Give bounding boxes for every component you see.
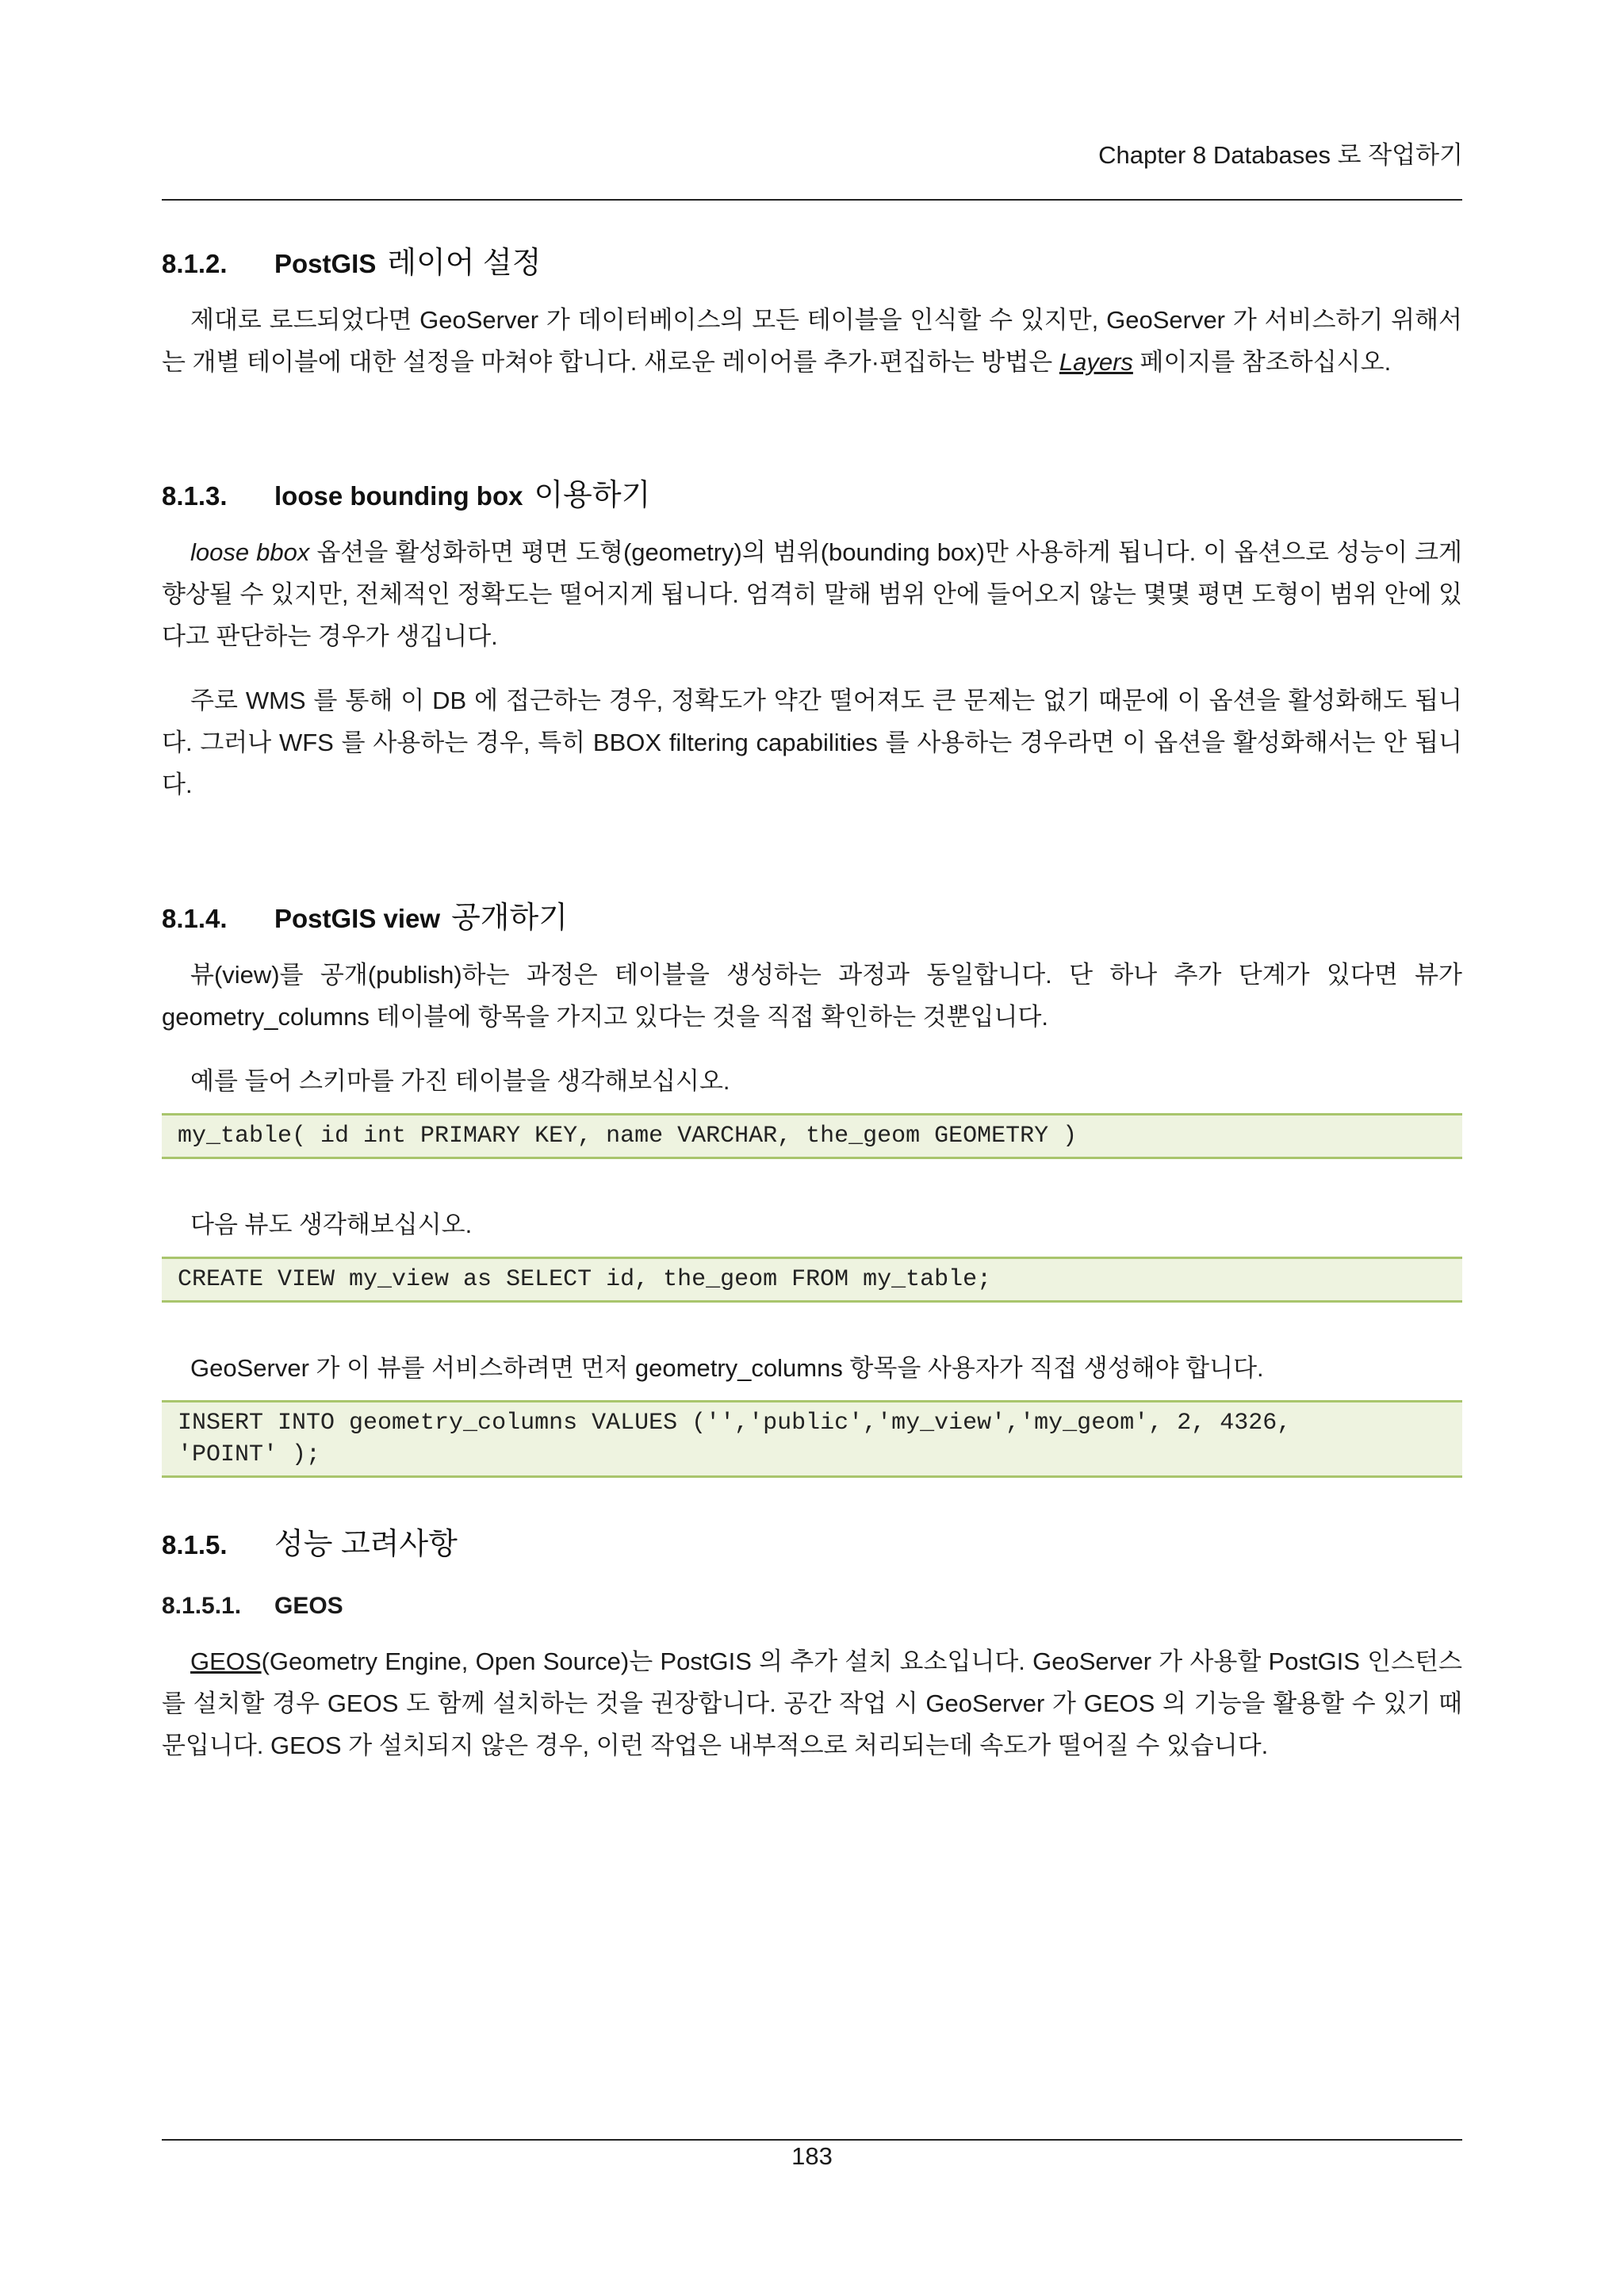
section-title-ko: 이용하기 <box>534 479 651 512</box>
subsection-number: 8.1.5.1. <box>162 1593 242 1619</box>
layers-link[interactable]: Layers <box>1059 348 1133 376</box>
paragraph-text: 페이지를 참조하십시오. <box>1132 348 1392 376</box>
section-heading <box>162 470 1462 514</box>
paragraph <box>162 299 1462 383</box>
section-heading <box>162 893 1462 936</box>
section-title-en: loose bounding box <box>274 481 523 511</box>
subsection-heading <box>162 1593 1462 1620</box>
header-rule <box>162 199 1462 201</box>
paragraph-text: 옵션을 활성화하면 평면 도형(geometry)의 범위(bounding box)만 사용하게 됩니다. 이 옵션으로 성능이 크게 향상될 수 있지만, 전체적인 정확도는 떨어지게 됩니다. 엄격히 말해 범위 안에 들어오지 않는 몇몇 평면 도형이 범위 안에 있다고 판단하는 경우가 생깁니다. <box>162 538 1462 650</box>
section-title-ko: 공개하기 <box>451 901 568 935</box>
section-title-ko: 레이어 설정 <box>387 247 542 280</box>
option-name: loose bbox <box>190 538 310 566</box>
page-content <box>162 238 1462 1766</box>
section-8-1-2 <box>162 238 1462 383</box>
page-number: 183 <box>791 2142 833 2170</box>
paragraph: 뷰(view)를 공개(publish)하는 과정은 테이블을 생성하는 과정과 동일합니다. 단 하나 추가 단계가 있다면 뷰가 geometry_columns 테이블에 항목을 가지고 있다는 것을 직접 확인하는 것뿐입니다. <box>162 961 1462 1031</box>
footer-rule <box>162 2139 1462 2141</box>
section-heading <box>162 238 1462 281</box>
section-title-en: PostGIS <box>274 249 377 278</box>
section-number: 8.1.5. <box>162 1530 228 1559</box>
paragraph: 예를 들어 스키마를 가진 테이블을 생각해보십시오. <box>190 1067 730 1095</box>
paragraph: 다음 뷰도 생각해보십시오. <box>190 1211 473 1238</box>
section-title-en: PostGIS view <box>274 904 441 933</box>
paragraph-text: 제대로 로드되었다면 GeoServer 가 데이터베이스의 모든 테이블을 인식할 수 있지만, GeoServer 가 서비스하기 위해서는 개별 테이블에 대한 설정을 마쳐야 합니다. 새로운 레이어를 추가·편집하는 방법은 <box>162 306 1462 376</box>
code-block-table: my_table( id int PRIMARY KEY, name VARCHAR, the_geom GEOMETRY ) <box>162 1113 1462 1159</box>
running-header: Chapter 8 Databases 로 작업하기 <box>1098 141 1463 169</box>
section-heading <box>162 1519 1462 1563</box>
code-block-insert: INSERT INTO geometry_columns VALUES ('','public','my_view','my_geom', 2, 4326, 'POINT' ); <box>162 1400 1462 1478</box>
section-8-1-3 <box>162 470 1462 806</box>
code-block-view: CREATE VIEW my_view as SELECT id, the_geom FROM my_table; <box>162 1257 1462 1303</box>
subsection-title: GEOS <box>274 1593 343 1619</box>
section-number: 8.1.2. <box>162 249 228 278</box>
section-title-ko: 성능 고려사항 <box>274 1528 458 1561</box>
paragraph: GeoServer 가 이 뷰를 서비스하려면 먼저 geometry_columns 항목을 사용자가 직접 생성해야 합니다. <box>190 1354 1264 1382</box>
geos-link[interactable]: GEOS <box>190 1647 262 1675</box>
section-8-1-4 <box>162 893 1462 1478</box>
section-8-1-5 <box>162 1519 1462 1766</box>
section-number: 8.1.3. <box>162 481 228 511</box>
paragraph: 주로 WMS 를 통해 이 DB 에 접근하는 경우, 정확도가 약간 떨어져도 큰 문제는 없기 때문에 이 옵션을 활성화해도 됩니다. 그러나 WFS 를 사용하는 경우, 특히 BBOX filtering capabilities 를 사용하는 경우라면 이 옵션을 활성화해서는 안 됩니다. <box>162 687 1462 798</box>
section-number: 8.1.4. <box>162 904 228 933</box>
paragraph <box>162 1640 1462 1766</box>
paragraph-text: (Geometry Engine, Open Source)는 PostGIS 의 추가 설치 요소입니다. GeoServer 가 사용할 PostGIS 인스턴스를 설치할 경우 GEOS 도 함께 설치하는 것을 권장합니다. 공간 작업 시 GeoServer 가 GEOS 의 기능을 활용할 수 있기 때문입니다. GEOS 가 설치되지 않은 경우, 이런 작업은 내부적으로 처리되는데 속도가 떨어질 수 있습니다. <box>162 1647 1462 1759</box>
paragraph <box>162 531 1462 657</box>
